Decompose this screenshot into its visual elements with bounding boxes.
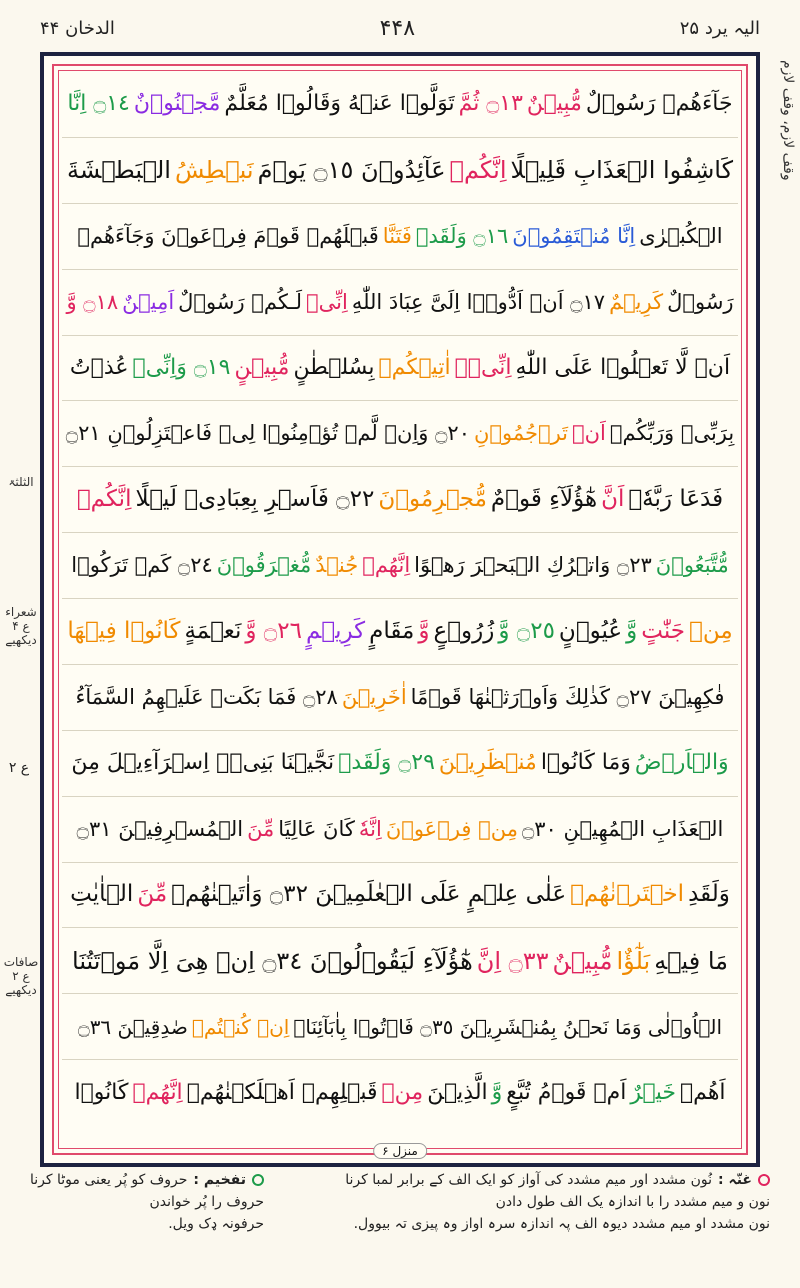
verse-segment: اَنَّ <box>601 486 625 513</box>
verse-segment: اٰخَرِيۡنَ <box>341 684 407 709</box>
verse-segment: كَانُوۡا فِيۡهَا <box>67 617 181 644</box>
verse-line <box>62 336 738 402</box>
juz-name: الیہ یرد ۲۵ <box>679 17 760 39</box>
verse-segment: تَرۡجُمُوۡنِ <box>473 421 569 446</box>
verse-segment: اِنَّهُمۡ <box>132 1079 183 1105</box>
verse-segment: قَبۡلِهِمۡ اَهۡلَكۡنٰهُمۡ <box>186 1079 378 1105</box>
verse-segment: هٰٓؤُلَآءِ لَيَقُوۡلُوۡنَ ۝٣٤ اِنۡ هِىَ اِلَّا مَوۡتَتُنَا <box>72 946 473 975</box>
verse-segment: اَمِيۡنٌ <box>122 289 175 314</box>
verse-segment: وَلَقَدِ <box>688 881 730 908</box>
verse-segment: ۝٣٣ اِنَّ <box>476 946 549 975</box>
verse-segment: اِنَّهٗ <box>358 816 382 841</box>
verse-segment: الۡاُوۡلٰى وَمَا نَحۡنُ بِمُنۡشَرِيۡنَ ۝٣٥ فَاۡتُوۡا بِاٰبَآئِنَاۤ <box>293 1014 723 1039</box>
verse-segment: وَّ <box>491 1079 503 1105</box>
verse-segment: ۝٢٩ وَلَقَدۡ <box>338 750 435 776</box>
verse-line <box>62 270 738 336</box>
quran-page-frame <box>40 52 760 1167</box>
surah-name: الدخان ۴۴ <box>40 17 115 39</box>
verse-line <box>62 665 738 731</box>
verse-segment: صٰدِقِيۡنَ ۝٣٦ <box>77 1014 188 1039</box>
verse-segment: عَلٰى عِلۡمٍ عَلَى الۡعٰلَمِيۡنَ ۝٣٢ وَاٰتَيۡنٰهُمۡ <box>171 881 567 908</box>
verse-segment: عَآئِدُوۡنَ ۝١٥ يَوۡمَ <box>257 156 446 185</box>
verse-segment: ۝٢٠ وَاِنۡ لَّمۡ تُؤۡمِنُوۡا لِىۡ فَاعۡتَزِلُوۡنِ ۝٢١ <box>65 421 470 446</box>
ruku-marker: ع ۲ <box>8 760 30 776</box>
verse-line <box>62 467 738 533</box>
tafkheem-line-2: حروف را پُر خواندن <box>149 1194 265 1210</box>
verse-segment: مَقَامٍ <box>369 617 415 644</box>
verse-segment: ۝٢٨ فَمَا بَكَتۡ عَلَيۡهِمُ السَّمَآءُ <box>75 684 338 709</box>
verse-segment: اَمۡ قَوۡمُ تُبَّعٍ <box>506 1079 627 1105</box>
waqf-note: وقف لازم، وقف لازم <box>780 60 796 181</box>
verse-segment: اِنِّىۡۤ <box>454 354 512 380</box>
verse-segment: هٰٓؤُلَآءِ قَوۡمٌ <box>490 486 598 513</box>
verse-segment: مِّنَ <box>247 816 275 841</box>
tafkheem-dot-icon <box>252 1174 264 1186</box>
verse-line <box>62 928 738 994</box>
verse-segment: قَبۡلَهُمۡ قَوۡمَ فِرۡعَوۡنَ وَجَآءَهُمۡ <box>77 223 379 248</box>
verse-line <box>62 138 738 204</box>
verse-line <box>62 1060 738 1125</box>
ghunnah-dot-icon <box>758 1174 770 1186</box>
verse-segment: ۝٢٣ وَاتۡرُكِ الۡبَحۡرَ رَهۡوًا <box>414 553 652 578</box>
verse-segment: الَّذِيۡنَ <box>427 1079 488 1105</box>
verse-segment: عُذۡتُ <box>69 354 129 380</box>
verse-line <box>62 863 738 929</box>
verse-line <box>62 994 738 1060</box>
verse-segment: ۝١٧ اَنۡ اَدُّوۡۤا اِلَىَّ عِبَادَ اللّٰهِ <box>351 289 606 314</box>
margin-note-saffat: صافات ع ۲ دیکھیے <box>3 955 39 997</box>
verse-segment: كَرِيۡمٌ <box>609 289 664 314</box>
verse-line <box>62 797 738 863</box>
verse-segment: مُّبِيۡنٌ <box>552 946 613 975</box>
margin-note-shuara: شعراء ع ۴ دیکھیے <box>5 605 37 647</box>
verse-segment: مِنۡ <box>689 617 733 644</box>
verse-segment: رَسُوۡلٌ <box>667 289 734 314</box>
verse-segment: مِنۡ فِرۡعَوۡنَ <box>385 816 518 841</box>
verse-segment: بِرَبِّىۡ وَرَبِّكُمۡ <box>609 421 735 446</box>
verse-line <box>62 72 738 138</box>
verse-segment: ۝٢٦ وَّ <box>245 617 302 644</box>
tafkheem-line-3: حرفونہ ډک ویل. <box>168 1216 265 1232</box>
verse-segment: فَتَنَّا <box>382 223 412 248</box>
verse-segment: فٰكِهِيۡنَ ۝٢٧ كَذٰلِكَ وَاَوۡرَثۡنٰهَا قَوۡمًا <box>410 684 725 709</box>
verse-segment: زُرُوۡعٍ <box>433 617 495 644</box>
verse-segment: ۝١٣ ثُمَّ <box>458 91 523 117</box>
ghunnah-line-1: نُون مشدد اور میم مشدد کی آواز کو ایک الف کے برابر لمبا کرنا <box>345 1172 713 1188</box>
verse-segment: مُّبِيۡنٍ <box>234 354 290 380</box>
ghunnah-title: غنّہ : <box>718 1172 752 1188</box>
verse-segment: نَجَّيۡنَا بَنِىۡۤ اِسۡرَآءِيۡلَ مِنَ <box>71 750 335 776</box>
verse-segment: ۝٢٤ كَمۡ تَرَكُوۡا <box>71 553 213 578</box>
tafkheem-title: تفخیم : <box>193 1172 247 1188</box>
verse-segment: وَّ <box>626 617 638 644</box>
verse-segment: لَـكُمۡ رَسُوۡلٌ <box>178 289 303 314</box>
margin-note-thuluth: الثلثۃ <box>8 475 34 489</box>
verse-segment: خَيۡرٌ <box>630 1079 676 1105</box>
verse-segment: ۝٢٢ فَاَسۡرِ بِعِبَادِىۡ لَيۡلًا <box>135 486 375 513</box>
verse-segment: تَوَلَّوۡا عَنۡهُ وَقَالُوۡا مُعَلَّمٌ <box>224 91 455 117</box>
verse-segment: اِنِّىۡ <box>306 289 348 314</box>
verse-segment: الۡاٰيٰتِ <box>70 881 134 908</box>
verse-segment: وَمَا كَانُوۡا <box>540 750 631 776</box>
verse-lines <box>62 72 738 1125</box>
page-number: ۴۴۸ <box>379 15 416 41</box>
verse-segment: بِسُلۡطٰنٍ <box>293 354 375 380</box>
verse-segment: اِنۡ كُنۡتُمۡ <box>191 1014 290 1039</box>
ghunnah-line-3: نون مشدد او میم مشدد دیوہ الف پہ اندازہ سرہ اواز وہ پیزی تہ بیوول. <box>353 1216 770 1232</box>
verse-segment: اَنۡ <box>572 421 606 446</box>
verse-segment: مِّنَ <box>137 881 168 908</box>
verse-segment: اخۡتَرۡنٰهُمۡ <box>570 881 685 908</box>
verse-segment: كَانُوۡا <box>74 1079 129 1105</box>
verse-segment: وَّ <box>418 617 430 644</box>
verse-segment: كَاشِفُوا الۡعَذَابِ قَلِيۡلًا <box>510 156 734 185</box>
verse-segment: جُنۡدٌ <box>315 553 359 578</box>
ghunnah-legend <box>345 1172 770 1282</box>
verse-segment: اِنَّا مُنۡتَقِمُوۡنَ <box>512 223 636 248</box>
verse-segment: كَرِيۡمٍ <box>305 617 366 644</box>
ghunnah-line-2: نون و میم مشدد را با اندازہ یک الف طول دادن <box>495 1194 770 1210</box>
verse-segment: كَانَ عَالِيًا <box>278 816 355 841</box>
verse-segment: الۡعَذَابِ الۡمُهِيۡنِ ۝٣٠ <box>521 816 724 841</box>
verse-segment: ۝١٨ وَّ <box>66 289 119 314</box>
verse-segment: الۡمُسۡرِفِيۡنَ ۝٣١ <box>76 816 244 841</box>
verse-segment: مَّجۡنُوۡنٌ <box>133 91 221 117</box>
verse-segment: اِنَّهُمۡ <box>362 553 411 578</box>
tajweed-legend <box>30 1172 770 1282</box>
verse-segment: جَنّٰتٍ <box>641 617 686 644</box>
tafkheem-line-1: حروف کو پُر یعنی موٹا کرنا <box>30 1172 188 1188</box>
verse-segment: عُيُوۡنٍ <box>558 617 623 644</box>
verse-segment: مُّجۡرِمُوۡنَ <box>378 486 487 513</box>
verse-segment: الۡكُبۡرٰى <box>639 223 723 248</box>
verse-segment: مُنۡظَرِيۡنَ <box>438 750 537 776</box>
verse-segment: اَنۡ لَّا تَعۡلُوۡا عَلَى اللّٰهِ <box>515 354 731 380</box>
verse-segment: مُّبِيۡنٌ <box>526 91 582 117</box>
page-header <box>40 8 760 48</box>
verse-segment: اِنَّكُمۡ <box>449 156 507 185</box>
verse-segment: اَهُمۡ <box>679 1079 726 1105</box>
verse-segment: ۝٢٥ وَّ <box>498 617 555 644</box>
verse-segment: جَآءَهُمۡ رَسُوۡلٌ <box>585 91 733 117</box>
verse-segment: ۝١٦ وَلَقَدۡ <box>415 223 509 248</box>
verse-segment: وَالۡاَرۡضُ <box>634 750 729 776</box>
verse-line <box>62 731 738 797</box>
verse-segment: مُّتَّبَعُوۡنَ <box>655 553 729 578</box>
verse-segment: الۡبَطۡشَةَ <box>66 156 171 185</box>
verse-segment: بَلٰٓؤٌا <box>616 946 651 975</box>
verse-segment: اِنَّكُمۡ <box>76 486 132 513</box>
verse-line <box>62 401 738 467</box>
verse-segment: فَدَعَا رَبَّهٗۤ <box>628 486 724 513</box>
verse-segment: نَعۡمَةٍ <box>184 617 242 644</box>
verse-segment: نَبۡطِشُ <box>174 156 254 185</box>
verse-line <box>62 533 738 599</box>
verse-segment: مُّغۡرَقُوۡنَ <box>216 553 312 578</box>
verse-line <box>62 599 738 665</box>
verse-segment: مِنۡ <box>381 1079 424 1105</box>
verse-segment: مَا فِيۡهِ <box>654 946 728 975</box>
verse-segment: ۝١٩ وَاِنِّىۡ <box>132 354 231 380</box>
verse-segment: اٰتِيۡكُمۡ <box>378 354 451 380</box>
verse-line <box>62 204 738 270</box>
tafkheem-legend <box>30 1172 264 1282</box>
manzil-label: منزل ۶ <box>373 1143 427 1159</box>
verse-segment: ۝١٤ اِنَّا <box>67 91 130 117</box>
